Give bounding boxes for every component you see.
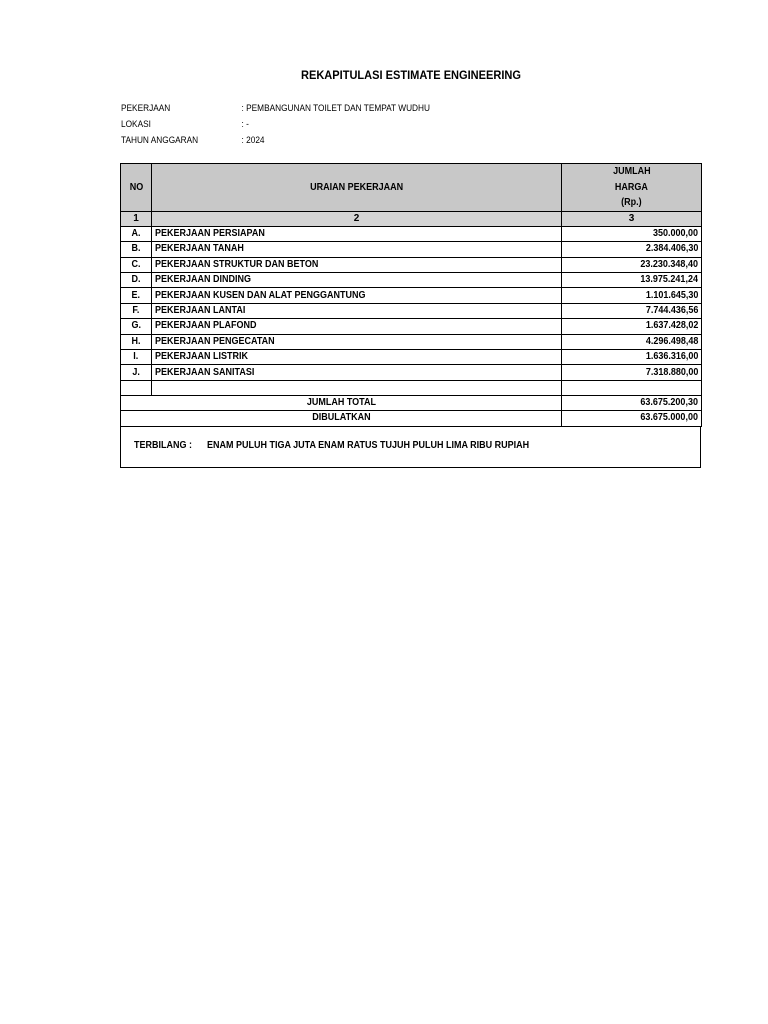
row-no: B.: [121, 242, 152, 257]
row-jumlah: 1.101.645,30: [562, 288, 702, 303]
table-row: [121, 319, 702, 334]
empty-cell: [152, 380, 562, 395]
row-uraian: PEKERJAAN STRUKTUR DAN BETON: [152, 257, 562, 272]
empty-cell: [562, 380, 702, 395]
row-no: C.: [121, 257, 152, 272]
row-no: E.: [121, 288, 152, 303]
info-label: PEKERJAAN: [121, 103, 171, 113]
column-number: 2: [152, 211, 562, 226]
row-no: J.: [121, 365, 152, 380]
info-value: : PEMBANGUNAN TOILET DAN TEMPAT WUDHU: [241, 103, 431, 113]
column-number-row: [121, 211, 702, 226]
header-no: NO: [121, 164, 152, 212]
row-jumlah: 2.384.406,30: [562, 242, 702, 257]
row-jumlah: 1.636.316,00: [562, 350, 702, 365]
info-label: TAHUN ANGGARAN: [121, 135, 199, 145]
table-row: [121, 350, 702, 365]
table-row: [121, 303, 702, 318]
row-uraian: PEKERJAAN LANTAI: [152, 303, 562, 318]
row-uraian: PEKERJAAN TANAH: [152, 242, 562, 257]
table-row: [121, 242, 702, 257]
row-jumlah: 7.318.880,00: [562, 365, 702, 380]
dibulatkan-label: DIBULATKAN: [121, 411, 562, 426]
row-jumlah: 13.975.241,24: [562, 273, 702, 288]
terbilang-label: TERBILANG :: [134, 440, 193, 451]
row-jumlah: 23.230.348,40: [562, 257, 702, 272]
terbilang-value: ENAM PULUH TIGA JUTA ENAM RATUS TUJUH PULUH LIMA RIBU RUPIAH: [207, 440, 530, 451]
row-jumlah: 350.000,00: [562, 226, 702, 241]
row-no: A.: [121, 226, 152, 241]
row-no: D.: [121, 273, 152, 288]
jumlah-total-row: [121, 395, 702, 410]
rekap-table: [120, 163, 702, 427]
jumlah-total-label: JUMLAH TOTAL: [121, 395, 562, 410]
row-uraian: PEKERJAAN PLAFOND: [152, 319, 562, 334]
empty-cell: [121, 380, 152, 395]
table-row: [121, 288, 702, 303]
header-uraian: URAIAN PEKERJAAN: [152, 164, 562, 212]
row-uraian: PEKERJAAN KUSEN DAN ALAT PENGGANTUNG: [152, 288, 562, 303]
row-no: I.: [121, 350, 152, 365]
row-jumlah: 7.744.436,56: [562, 303, 702, 318]
empty-row: [121, 380, 702, 395]
table-row: [121, 273, 702, 288]
header-jumlah-line3: (Rp.): [621, 197, 642, 208]
table-row: [121, 334, 702, 349]
table-row: [121, 257, 702, 272]
row-jumlah: 1.637.428,02: [562, 319, 702, 334]
column-number: 3: [562, 211, 702, 226]
document-title: REKAPITULASI ESTIMATE ENGINEERING: [300, 68, 521, 82]
jumlah-total-value: 63.675.200,30: [562, 395, 702, 410]
info-value: : 2024: [241, 135, 265, 145]
row-no: F.: [121, 303, 152, 318]
row-uraian: PEKERJAAN PENGECATAN: [152, 334, 562, 349]
dibulatkan-row: [121, 411, 702, 426]
info-value: : -: [241, 119, 249, 129]
row-uraian: PEKERJAAN PERSIAPAN: [152, 226, 562, 241]
table-header-row: [121, 164, 702, 212]
row-no: G.: [121, 319, 152, 334]
dibulatkan-value: 63.675.000,00: [562, 411, 702, 426]
terbilang-box: [120, 426, 701, 468]
info-label: LOKASI: [121, 119, 151, 129]
header-jumlah-line2: HARGA: [614, 181, 648, 193]
column-number: 1: [121, 211, 152, 226]
table-row: [121, 365, 702, 380]
row-uraian: PEKERJAAN LISTRIK: [152, 350, 562, 365]
header-jumlah-line1: JUMLAH: [612, 166, 651, 177]
row-jumlah: 4.296.498,48: [562, 334, 702, 349]
row-uraian: PEKERJAAN SANITASI: [152, 365, 562, 380]
header-jumlah-harga: [562, 164, 702, 212]
row-uraian: PEKERJAAN DINDING: [152, 273, 562, 288]
row-no: H.: [121, 334, 152, 349]
table-row: [121, 226, 702, 241]
